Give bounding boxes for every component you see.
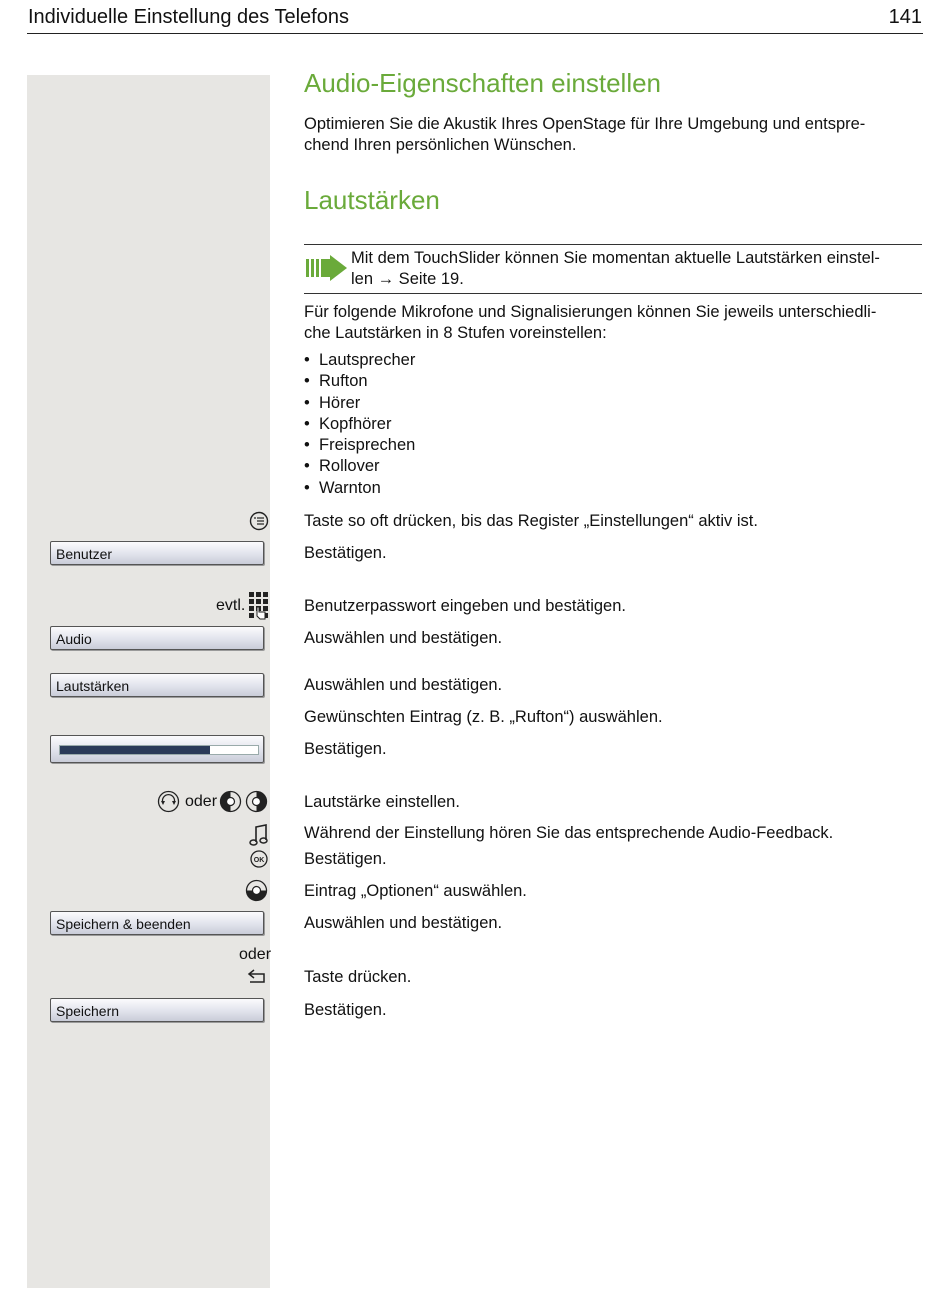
right-key-icon[interactable] (245, 790, 268, 813)
evtl-label: evtl. (216, 597, 246, 614)
list-item: • Rollover (304, 456, 415, 477)
list-item: • Freisprechen (304, 435, 415, 456)
step-text-1: Taste so oft drücken, bis das Register „Einstellungen“ aktiv ist. (304, 512, 758, 530)
note-line-2[interactable]: len → Seite 19. (351, 270, 464, 288)
step-text-6: Gewünschten Eintrag (z. B. „Rufton“) auswählen. (304, 708, 663, 726)
display-button-audio[interactable]: Audio (50, 626, 264, 650)
volume-slider[interactable] (50, 735, 264, 763)
page-number: 141 (888, 6, 922, 28)
step-text-10: Bestätigen. (304, 850, 387, 868)
running-header-title: Individuelle Einstellung des Telefons (28, 6, 349, 28)
volume-slider-track (59, 745, 259, 755)
rotary-touchslider-icon[interactable] (157, 790, 180, 813)
list-item: • Rufton (304, 371, 415, 392)
intro-line-1: Optimieren Sie die Akustik Ihres OpenStage für Ihre Umgebung und entspre- (304, 115, 866, 133)
list-item: • Lautsprecher (304, 350, 415, 371)
step-text-3: Benutzerpasswort eingeben und bestätigen. (304, 597, 626, 615)
down-key-icon[interactable] (245, 879, 268, 902)
display-button-lautstaerken[interactable]: Lautstärken (50, 673, 264, 697)
volume-slider-fill (60, 746, 210, 754)
step-text-11: Eintrag „Optionen“ auswählen. (304, 882, 527, 900)
header-divider (27, 33, 923, 34)
step-text-9: Während der Einstellung hören Sie das entsprechende Audio-Feedback. (304, 824, 834, 842)
keypad-icon[interactable] (248, 591, 270, 621)
bullet-list (304, 350, 415, 499)
menu-key-icon[interactable] (249, 511, 269, 531)
svg-text:OK: OK (253, 857, 265, 864)
note-box (304, 244, 922, 294)
step-text-12: Auswählen und bestätigen. (304, 914, 503, 932)
step-text-4: Auswählen und bestätigen. (304, 629, 503, 647)
display-button-speichern-beenden[interactable]: Speichern & beenden (50, 911, 264, 935)
step-text-7: Bestätigen. (304, 740, 387, 758)
note-line-1: Mit dem TouchSlider können Sie momentan aktuelle Lautstärken einstel- (351, 249, 880, 267)
display-button-benutzer[interactable]: Benutzer (50, 541, 264, 565)
step-text-8: Lautstärke einstellen. (304, 793, 460, 811)
back-key-icon[interactable] (247, 968, 269, 984)
left-key-icon[interactable] (219, 790, 242, 813)
ok-key-icon[interactable] (250, 850, 268, 868)
step-text-5: Auswählen und bestätigen. (304, 676, 503, 694)
oder-label-2: oder (239, 946, 272, 963)
music-note-icon (249, 823, 269, 847)
note-arrow-icon (306, 255, 348, 281)
oder-label-1: oder (185, 793, 218, 810)
list-item: • Warnton (304, 478, 415, 499)
intro-line-2: chend Ihren persönlichen Wünschen. (304, 136, 577, 154)
section-title-audio: Audio-Eigenschaften einstellen (304, 68, 662, 98)
section-title-lautstaerken: Lautstärken (304, 185, 440, 215)
list-item: • Hörer (304, 393, 415, 414)
desc-line-2: che Lautstärken in 8 Stufen voreinstellen: (304, 324, 607, 342)
note-text (351, 248, 921, 290)
list-item: • Kopfhörer (304, 414, 415, 435)
step-text-2: Bestätigen. (304, 544, 387, 562)
desc-line-1: Für folgende Mikrofone und Signalisierungen können Sie jeweils unterschiedli- (304, 303, 877, 321)
step-text-13: Taste drücken. (304, 968, 412, 986)
display-button-speichern[interactable]: Speichern (50, 998, 264, 1022)
step-text-14: Bestätigen. (304, 1001, 387, 1019)
